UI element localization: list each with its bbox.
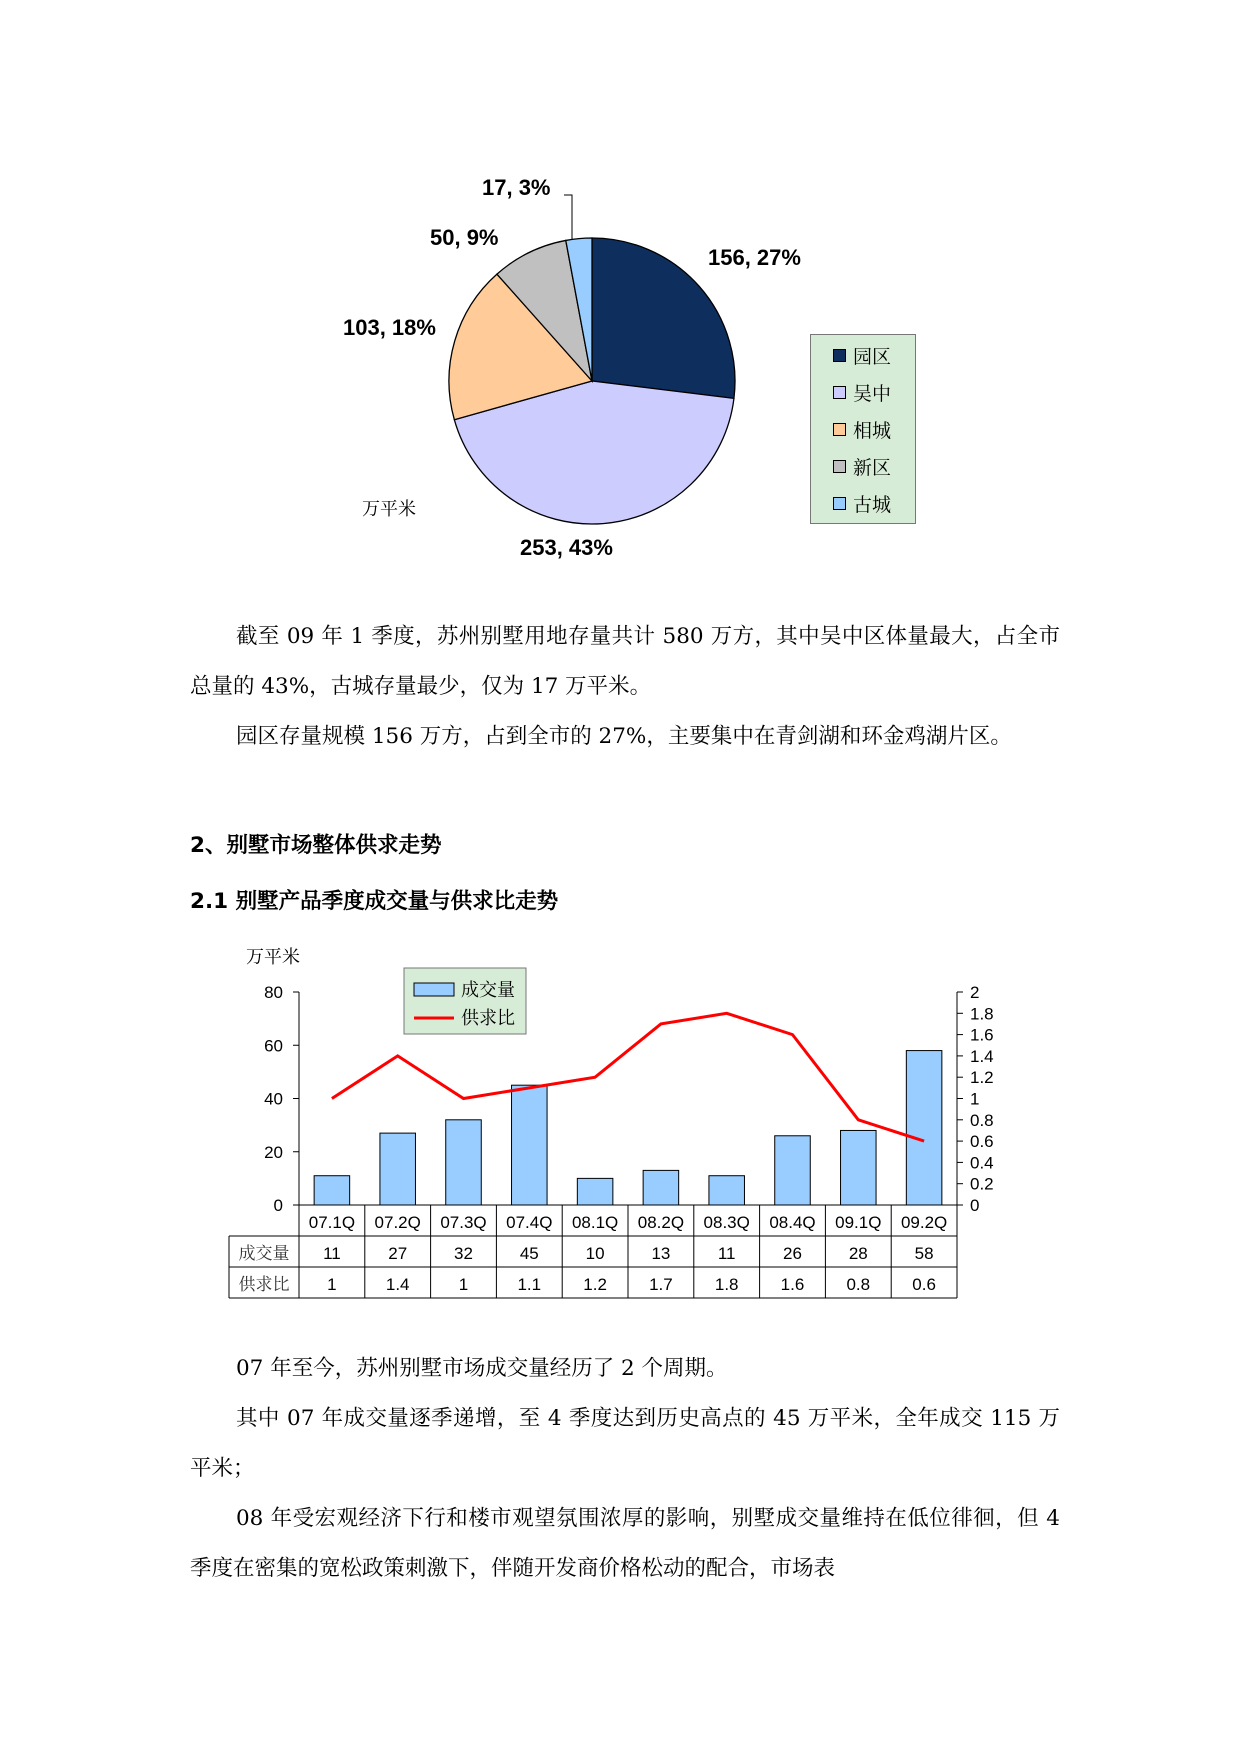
table-cell: 58 bbox=[914, 1244, 934, 1263]
right-tick-label: 0.6 bbox=[970, 1132, 994, 1152]
pie-data-label: 156, 27% bbox=[708, 245, 801, 270]
legend-label: 新区 bbox=[853, 457, 892, 479]
right-tick-label: 0.8 bbox=[970, 1110, 994, 1130]
table-cell: 1.8 bbox=[714, 1275, 739, 1294]
category-label: 09.1Q bbox=[835, 1213, 882, 1232]
left-tick-label: 0 bbox=[273, 1196, 283, 1215]
left-tick-label: 60 bbox=[264, 1036, 283, 1056]
category-label: 08.2Q bbox=[637, 1213, 685, 1232]
bar-legend bbox=[404, 968, 526, 1034]
left-tick-label: 80 bbox=[264, 983, 283, 1002]
bar bbox=[841, 1130, 877, 1205]
category-label: 08.1Q bbox=[571, 1213, 619, 1232]
bar-unit-label: 万平米 bbox=[246, 947, 300, 968]
table-cell: 28 bbox=[848, 1244, 868, 1263]
paragraph: 其中 07 年成交量逐季递增，至 4 季度达到历史高点的 45 万平米，全年成交 115 万平米； bbox=[190, 1406, 1060, 1481]
left-tick-label: 40 bbox=[264, 1089, 283, 1109]
legend-swatch bbox=[833, 497, 846, 510]
paragraph: 07 年至今，苏州别墅市场成交量经历了 2 个周期。 bbox=[236, 1356, 728, 1381]
bar bbox=[775, 1136, 811, 1205]
table-cell: 1.2 bbox=[583, 1275, 607, 1294]
table-cell: 11 bbox=[717, 1244, 736, 1263]
category-label: 07.1Q bbox=[308, 1213, 356, 1232]
right-tick-label: 0.2 bbox=[970, 1174, 994, 1194]
pie-data-label: 103, 18% bbox=[343, 315, 436, 340]
pie-legend-item bbox=[811, 411, 915, 448]
legend-swatch bbox=[833, 349, 846, 362]
pie-legend-item bbox=[811, 485, 915, 522]
pie-chart bbox=[0, 0, 1241, 600]
right-tick-label: 2 bbox=[970, 983, 980, 1002]
pie-data-label: 17, 3% bbox=[482, 175, 551, 200]
left-tick-label: 20 bbox=[264, 1142, 283, 1162]
bar-line-chart bbox=[0, 940, 1241, 1320]
right-tick-label: 1.8 bbox=[970, 1004, 994, 1024]
legend-label: 古城 bbox=[853, 494, 892, 516]
table-cell: 1 bbox=[458, 1275, 469, 1294]
table-cell: 0.6 bbox=[912, 1275, 936, 1294]
bar bbox=[709, 1176, 745, 1205]
bar bbox=[512, 1085, 548, 1205]
pie-unit-label: 万平米 bbox=[362, 499, 416, 520]
right-tick-label: 1 bbox=[970, 1089, 980, 1109]
pie-data-label: 50, 9% bbox=[430, 225, 499, 250]
category-label: 09.2Q bbox=[900, 1213, 948, 1232]
bar bbox=[643, 1170, 679, 1205]
right-tick-label: 0 bbox=[970, 1196, 980, 1215]
paragraph: 08 年受宏观经济下行和楼市观望氛围浓厚的影响，别墅成交量维持在低位徘徊，但 4 季度在密集的宽松政策刺激下，伴随开发商价格松动的配合，市场表 bbox=[190, 1506, 1060, 1581]
right-tick-label: 1.2 bbox=[970, 1068, 994, 1088]
table-cell: 10 bbox=[585, 1244, 605, 1263]
table-cell: 1.6 bbox=[780, 1275, 805, 1294]
legend-swatch bbox=[833, 460, 846, 473]
right-tick-label: 1.6 bbox=[970, 1025, 994, 1045]
legend-bar-swatch bbox=[414, 983, 454, 996]
pie-leader-line bbox=[564, 195, 572, 240]
right-tick-label: 1.4 bbox=[970, 1046, 994, 1066]
category-label: 08.4Q bbox=[769, 1213, 816, 1232]
table-cell: 1.1 bbox=[517, 1275, 542, 1294]
category-label: 07.4Q bbox=[506, 1213, 553, 1232]
category-label: 08.3Q bbox=[703, 1213, 750, 1232]
bar bbox=[314, 1176, 350, 1205]
table-cell: 1.4 bbox=[385, 1275, 410, 1294]
bar bbox=[446, 1120, 482, 1205]
text-block-1 bbox=[190, 612, 1060, 762]
table-row-label: 供求比 bbox=[238, 1275, 290, 1295]
category-label: 07.2Q bbox=[374, 1213, 421, 1232]
legend-swatch bbox=[833, 386, 846, 399]
paragraph: 园区存量规模 156 万方，占到全市的 27%，主要集中在青剑湖和环金鸡湖片区。 bbox=[236, 724, 1012, 749]
bar bbox=[380, 1133, 416, 1205]
pie-legend-item bbox=[811, 448, 915, 485]
table-cell: 26 bbox=[783, 1244, 802, 1263]
table-cell: 32 bbox=[454, 1244, 473, 1263]
pie-legend bbox=[810, 334, 916, 524]
table-cell: 1.7 bbox=[649, 1275, 673, 1294]
subsection-heading: 2.1 别墅产品季度成交量与供求比走势 bbox=[190, 889, 559, 914]
bar bbox=[577, 1178, 613, 1205]
paragraph: 截至 09 年 1 季度，苏州别墅用地存量共计 580 万方，其中吴中区体量最大，占全市总量的 43%，古城存量最少，仅为 17 万平米。 bbox=[190, 624, 1060, 699]
bar bbox=[906, 1051, 942, 1205]
pie-legend-item bbox=[811, 337, 915, 374]
section-heading: 2、别墅市场整体供求走势 bbox=[190, 833, 442, 858]
legend-label: 吴中 bbox=[853, 383, 892, 405]
table-cell: 1 bbox=[327, 1275, 337, 1294]
legend-bar-label: 成交量 bbox=[461, 980, 515, 1001]
category-label: 07.3Q bbox=[440, 1213, 487, 1232]
table-row-label: 成交量 bbox=[238, 1244, 290, 1264]
legend-label: 相城 bbox=[853, 420, 892, 442]
table-cell: 0.8 bbox=[846, 1275, 871, 1294]
legend-line-label: 供求比 bbox=[461, 1008, 515, 1029]
right-tick-label: 0.4 bbox=[970, 1153, 994, 1173]
table-cell: 11 bbox=[323, 1244, 341, 1263]
table-cell: 27 bbox=[388, 1244, 408, 1263]
table-cell: 45 bbox=[519, 1244, 539, 1263]
legend-swatch bbox=[833, 423, 846, 436]
table-cell: 13 bbox=[651, 1244, 671, 1263]
text-block-2 bbox=[190, 1344, 1060, 1594]
pie-legend-item bbox=[811, 374, 915, 411]
pie-data-label: 253, 43% bbox=[520, 535, 613, 560]
legend-label: 园区 bbox=[853, 346, 892, 368]
